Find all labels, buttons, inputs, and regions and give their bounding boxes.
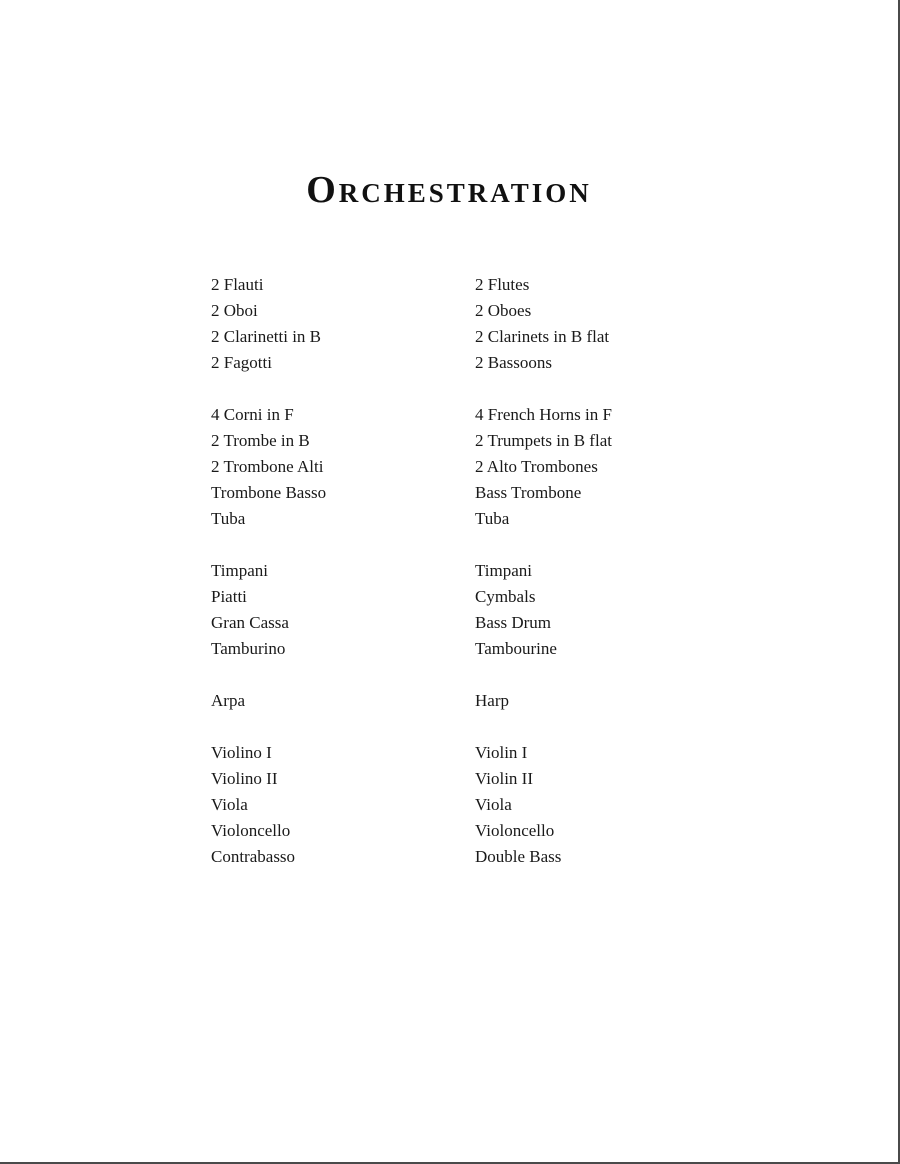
italian-name: 2 Flauti bbox=[211, 275, 264, 294]
italian-name: Gran Cassa bbox=[211, 613, 289, 632]
group-brass bbox=[211, 402, 691, 532]
english-name: Harp bbox=[475, 691, 509, 710]
instrument-row bbox=[211, 506, 691, 532]
instrument-row bbox=[211, 402, 691, 428]
english-name: Bass Drum bbox=[475, 613, 552, 632]
group-woodwinds bbox=[211, 272, 691, 376]
english-name: Violin II bbox=[475, 769, 533, 788]
english-name: Tuba bbox=[475, 509, 510, 528]
group-percussion bbox=[211, 558, 691, 662]
instrument-row bbox=[211, 844, 691, 870]
instrument-row bbox=[211, 480, 691, 506]
english-name: 2 Oboes bbox=[475, 301, 532, 320]
english-name: Violoncello bbox=[475, 821, 555, 840]
english-name: 2 Trumpets in B flat bbox=[475, 431, 612, 450]
instrument-row bbox=[211, 792, 691, 818]
english-name: Viola bbox=[475, 795, 512, 814]
english-name: Tambourine bbox=[475, 639, 557, 658]
italian-name: Tuba bbox=[211, 509, 246, 528]
italian-name: Viola bbox=[211, 795, 248, 814]
italian-name: Violoncello bbox=[211, 821, 291, 840]
italian-name: Timpani bbox=[211, 561, 269, 580]
english-name: 4 French Horns in F bbox=[475, 405, 612, 424]
english-name: 2 Clarinets in B flat bbox=[475, 327, 610, 346]
group-harp bbox=[211, 688, 691, 714]
instrument-list bbox=[211, 272, 691, 896]
italian-name: Arpa bbox=[211, 691, 245, 710]
instrument-row bbox=[211, 350, 691, 376]
english-name: Violin I bbox=[475, 743, 528, 762]
english-name: 2 Flutes bbox=[475, 275, 530, 294]
instrument-row bbox=[211, 766, 691, 792]
english-name: Cymbals bbox=[475, 587, 536, 606]
italian-name: Trombone Basso bbox=[211, 483, 327, 502]
english-name: Double Bass bbox=[475, 847, 562, 866]
italian-name: 2 Fagotti bbox=[211, 353, 272, 372]
page-title: Orchestration bbox=[306, 169, 592, 211]
instrument-row bbox=[211, 324, 691, 350]
italian-name: 2 Trombone Alti bbox=[211, 457, 324, 476]
instrument-row bbox=[211, 740, 691, 766]
italian-name: Violino I bbox=[211, 743, 272, 762]
group-strings bbox=[211, 740, 691, 870]
english-name: Bass Trombone bbox=[475, 483, 582, 502]
italian-name: 2 Trombe in B bbox=[211, 431, 310, 450]
italian-name: 4 Corni in F bbox=[211, 405, 294, 424]
instrument-row bbox=[211, 610, 691, 636]
italian-name: Tamburino bbox=[211, 639, 286, 658]
instrument-row bbox=[211, 636, 691, 662]
english-name: 2 Bassoons bbox=[475, 353, 552, 372]
instrument-row bbox=[211, 688, 691, 714]
italian-name: 2 Clarinetti in B bbox=[211, 327, 322, 346]
italian-name: 2 Oboi bbox=[211, 301, 258, 320]
instrument-row bbox=[211, 298, 691, 324]
instrument-row bbox=[211, 428, 691, 454]
italian-name: Violino II bbox=[211, 769, 278, 788]
english-name: 2 Alto Trombones bbox=[475, 457, 598, 476]
instrument-row bbox=[211, 272, 691, 298]
instrument-row bbox=[211, 454, 691, 480]
instrument-row bbox=[211, 584, 691, 610]
english-name: Timpani bbox=[475, 561, 533, 580]
instrument-row bbox=[211, 558, 691, 584]
italian-name: Contrabasso bbox=[211, 847, 296, 866]
instrument-row bbox=[211, 818, 691, 844]
italian-name: Piatti bbox=[211, 587, 247, 606]
